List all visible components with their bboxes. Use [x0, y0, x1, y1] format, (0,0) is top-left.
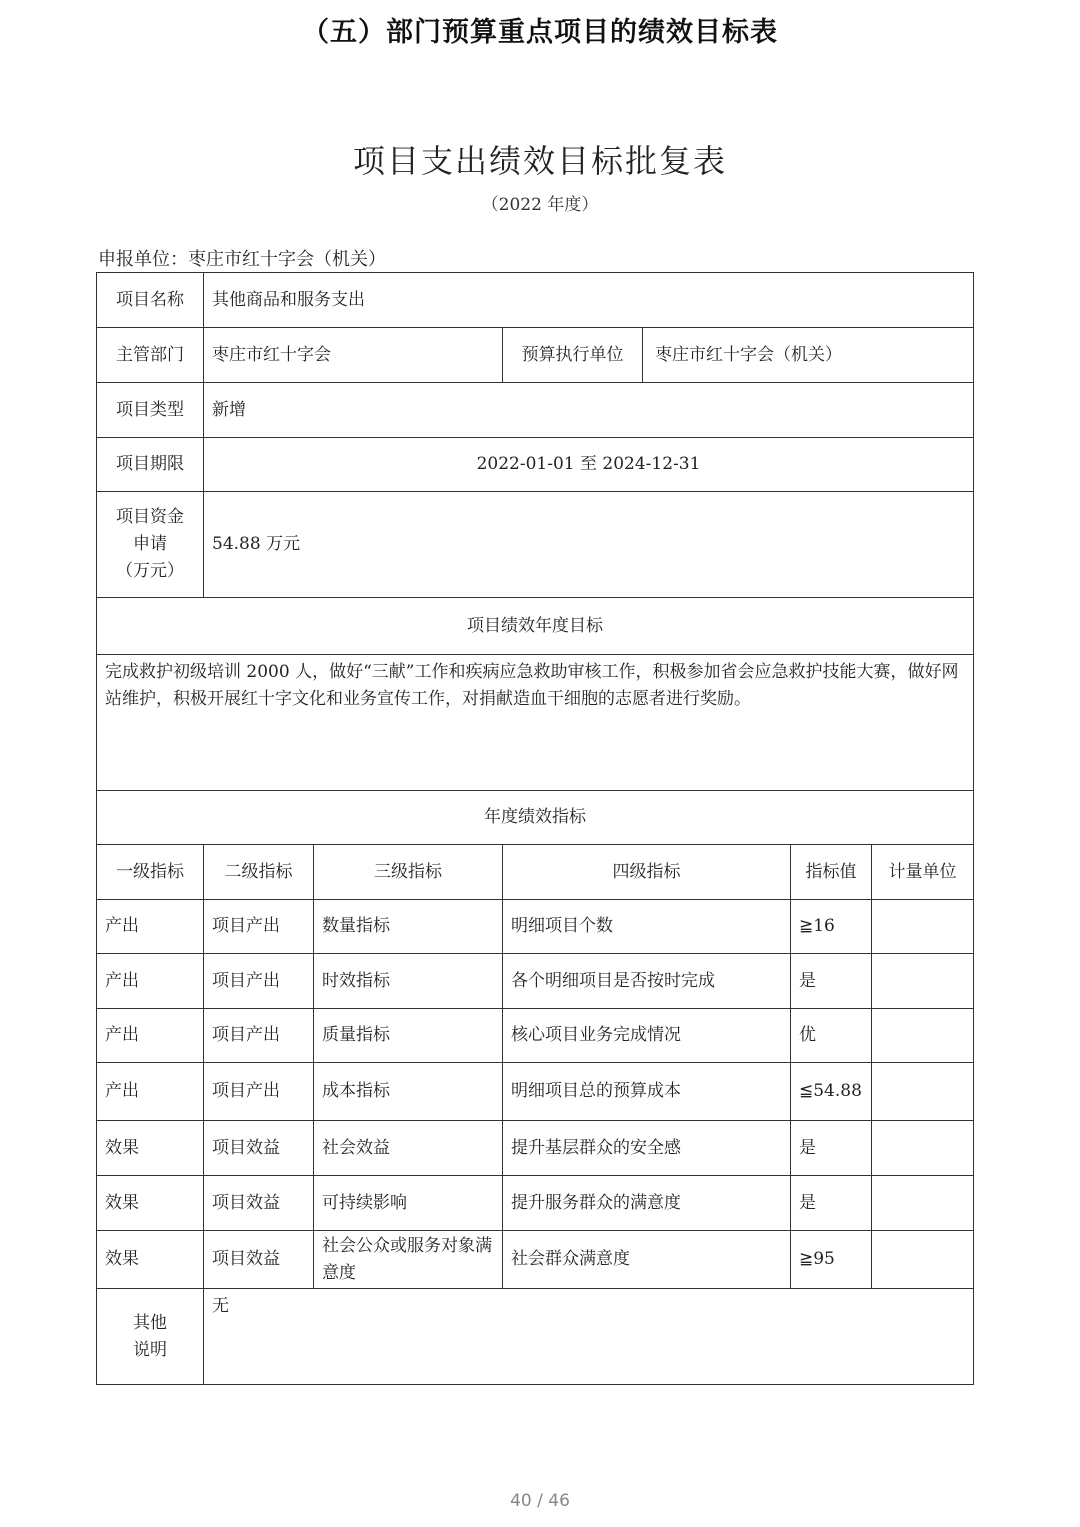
indicator-header: 年度绩效指标: [97, 791, 974, 845]
cell-level1: 产出: [97, 1009, 204, 1063]
table-row: [97, 1176, 974, 1231]
exec-unit-value: 枣庄市红十字会（机关）: [655, 344, 842, 365]
fund-label-line-1: 项目资金: [116, 507, 184, 527]
project-period-value: 2022-01-01 至 2024-12-31: [204, 438, 974, 492]
performance-target-table: [96, 272, 974, 1385]
cell-level3: 质量指标: [314, 1009, 503, 1063]
section-heading: （五）部门预算重点项目的绩效目标表: [302, 17, 778, 48]
cell-level3: 成本指标: [314, 1063, 503, 1121]
cell-level3: 时效指标: [314, 954, 503, 1009]
goal-header: 项目绩效年度目标: [97, 598, 974, 655]
project-fund-value: 54.88 万元: [204, 492, 974, 598]
row-project-name: [97, 273, 974, 328]
goal-text: 完成救护初级培训 2000 人，做好“三献”工作和疾病应急救助审核工作，积极参加省会应急救护技能大赛，做好网站维护，积极开展红十字文化和业务宣传工作，对捐献造血干细胞的志愿者进行奖励。: [97, 655, 974, 791]
table-row: [97, 1231, 974, 1289]
other-label-line-2: 说明: [133, 1339, 167, 1360]
cell-level4: 明细项目个数: [503, 900, 791, 954]
table-row: [97, 900, 974, 954]
cell-level4: 提升服务群众的满意度: [503, 1176, 791, 1231]
col-header-unit: 计量单位: [872, 845, 974, 900]
other-label-line-1: 其他: [133, 1312, 167, 1333]
cell-level3: 数量指标: [314, 900, 503, 954]
cell-level1: 效果: [97, 1176, 204, 1231]
cell-value: ≧16: [791, 900, 872, 954]
exec-unit-label: 预算执行单位: [503, 328, 643, 382]
project-type-label: 项目类型: [97, 383, 204, 438]
row-goal-text: [97, 655, 974, 791]
cell-level2: 项目产出: [204, 1009, 314, 1063]
cell-value: 是: [791, 1121, 872, 1176]
col-header-level3: 三级指标: [314, 845, 503, 900]
row-indicator-columns: [97, 845, 974, 900]
cell-level4: 明细项目总的预算成本: [503, 1063, 791, 1121]
row-project-period: [97, 438, 974, 492]
cell-level2: 项目效益: [204, 1176, 314, 1231]
department-label: 主管部门: [97, 328, 204, 383]
table-row: [97, 1009, 974, 1063]
cell-unit: [872, 900, 974, 954]
cell-value: 是: [791, 1176, 872, 1231]
department-value: 枣庄市红十字会: [204, 328, 503, 383]
project-name-value: 其他商品和服务支出: [204, 273, 974, 328]
cell-unit: [872, 1121, 974, 1176]
cell-level1: 产出: [97, 954, 204, 1009]
cell-level3: 社会效益: [314, 1121, 503, 1176]
cell-value: ≦54.88: [791, 1063, 872, 1121]
cell-unit: [872, 954, 974, 1009]
cell-level4: 社会群众满意度: [503, 1231, 791, 1289]
other-notes-value: 无: [204, 1289, 974, 1385]
cell-level3: 社会公众或服务对象满意度: [314, 1231, 503, 1289]
cell-unit: [872, 1009, 974, 1063]
cell-level4: 提升基层群众的安全感: [503, 1121, 791, 1176]
col-header-level1: 一级指标: [97, 845, 204, 900]
form-year: （2022 年度）: [481, 195, 599, 215]
fund-label-line-2: 申请: [133, 534, 167, 554]
cell-unit: [872, 1176, 974, 1231]
table-row: [97, 1121, 974, 1176]
project-period-label: 项目期限: [97, 438, 204, 492]
project-name-label: 项目名称: [97, 273, 204, 328]
cell-level2: 项目产出: [204, 900, 314, 954]
cell-unit: [872, 1231, 974, 1289]
cell-value: 优: [791, 1009, 872, 1063]
cell-level2: 项目效益: [204, 1121, 314, 1176]
cell-level4: 核心项目业务完成情况: [503, 1009, 791, 1063]
page-number: 40 / 46: [510, 1491, 570, 1511]
cell-level1: 产出: [97, 1063, 204, 1121]
table-row: [97, 954, 974, 1009]
table-row: [97, 1063, 974, 1121]
cell-level2: 项目产出: [204, 1063, 314, 1121]
cell-level4: 各个明细项目是否按时完成: [503, 954, 791, 1009]
cell-level2: 项目效益: [204, 1231, 314, 1289]
col-header-level4: 四级指标: [503, 845, 791, 900]
form-title: 项目支出绩效目标批复表: [352, 142, 727, 180]
row-project-fund: [97, 492, 974, 598]
cell-value: 是: [791, 954, 872, 1009]
fund-label-line-3: （万元）: [116, 561, 184, 581]
cell-level1: 产出: [97, 900, 204, 954]
row-indicator-header: [97, 791, 974, 845]
reporting-unit: 申报单位：枣庄市红十字会（机关）: [98, 249, 386, 270]
cell-level1: 效果: [97, 1121, 204, 1176]
cell-level1: 效果: [97, 1231, 204, 1289]
exec-unit-cell: [503, 328, 974, 383]
col-header-level2: 二级指标: [204, 845, 314, 900]
row-other-notes: [97, 1289, 974, 1385]
row-goal-header: [97, 598, 974, 655]
cell-value: ≧95: [791, 1231, 872, 1289]
other-notes-label: [97, 1289, 204, 1385]
cell-level3: 可持续影响: [314, 1176, 503, 1231]
project-fund-label: [97, 492, 204, 598]
col-header-value: 指标值: [791, 845, 872, 900]
row-project-type: [97, 383, 974, 438]
project-type-value: 新增: [204, 383, 974, 438]
row-department: [97, 328, 974, 383]
cell-unit: [872, 1063, 974, 1121]
cell-level2: 项目产出: [204, 954, 314, 1009]
